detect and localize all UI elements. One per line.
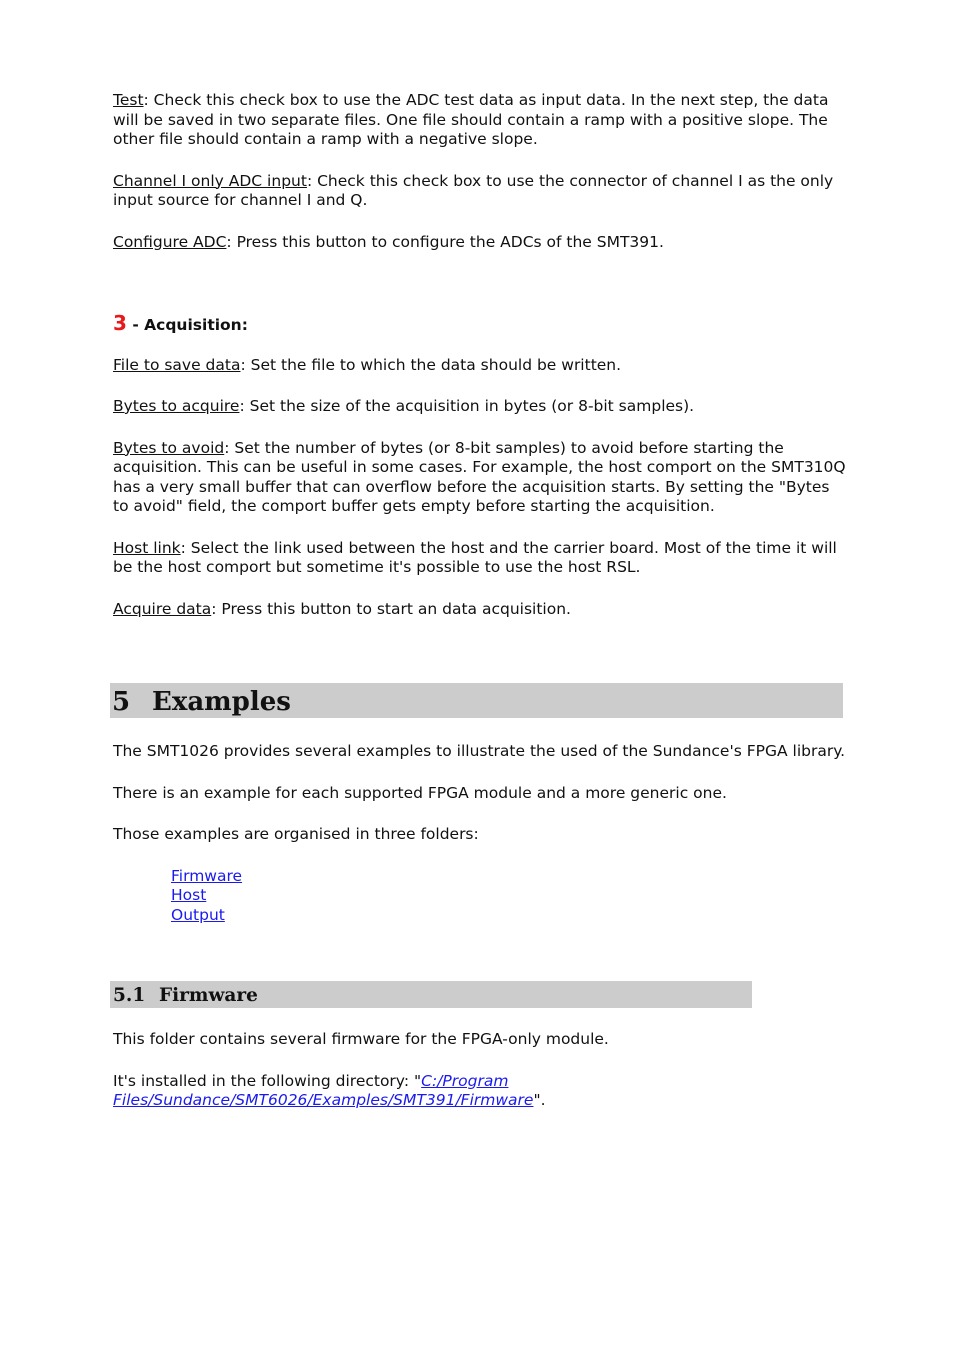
test-term: Test (113, 91, 144, 109)
folder-link-output[interactable]: Output (171, 905, 225, 924)
acquisition-heading (113, 311, 848, 336)
bytes-acquire-text: : Set the size of the acquisition in bytes (or 8-bit samples). (239, 397, 695, 415)
acquisition-step-number: 3 (113, 311, 127, 335)
install-prefix: It's installed in the following directory: " (113, 1071, 422, 1090)
host-link-term: Host link (113, 538, 181, 557)
list-item (171, 886, 848, 906)
firmware-title: Firmware (159, 985, 258, 1006)
folder-link-host[interactable]: Host (171, 886, 207, 904)
list-item (171, 906, 848, 926)
configure-text: : Press this button to configure the ADCs of the SMT391. (226, 232, 664, 251)
list-item (171, 867, 848, 887)
acquire-term: Acquire data (113, 599, 212, 618)
firmware-desc: This folder contains several firmware for the FPGA-only module. (113, 1030, 609, 1048)
folder-list (171, 867, 848, 926)
firmware-heading (110, 981, 752, 1008)
configure-paragraph (113, 233, 848, 253)
firmware-number: 5.1 (113, 985, 146, 1006)
acquire-text: : Press this button to start an data acquisition. (211, 599, 571, 618)
examples-intro: The SMT1026 provides several examples to illustrate the used of the Sundance's FPGA library. (113, 742, 846, 760)
test-paragraph (113, 91, 848, 150)
install-path-link[interactable]: C:/Program Files/Sundance/SMT6026/Examples/SMT391/Firmware (113, 1071, 534, 1109)
channel-term: Channel I only ADC input (113, 171, 307, 190)
bytes-avoid-term: Bytes to avoid (113, 438, 225, 457)
examples-folders-intro: Those examples are organised in three folders: (113, 825, 479, 843)
folder-link-firmware[interactable]: Firmware (171, 866, 243, 885)
firmware-install-paragraph (113, 1072, 848, 1111)
host-link-paragraph (113, 539, 848, 578)
configure-term: Configure ADC (113, 232, 227, 251)
acquisition-title: - Acquisition: (126, 316, 248, 334)
file-paragraph (113, 356, 848, 376)
host-link-text: : Select the link used between the host and the carrier board. Most of the time it will be the host comport but sometime it's possible to use the host RSL. (113, 538, 837, 576)
examples-per-module: There is an example for each supported FPGA module and a more generic one. (113, 783, 727, 802)
channel-paragraph (113, 172, 848, 211)
acquire-paragraph (113, 600, 848, 620)
channel-text: : Check this check box to use the connector of channel I as the only input source for channel I and Q. (113, 171, 834, 209)
install-suffix: ". (533, 1091, 546, 1109)
bytes-avoid-text: : Set the number of bytes (or 8-bit samples) to avoid before starting the acquisition. This can be useful in some cases. For example, the host comport on the SMT310Q has a very small buffer that can overflow before the acquisition starts. By setting the "Bytes to avoid" field, the comport buffer gets empty before starting the acquisition. (113, 438, 846, 515)
examples-title: Examples (152, 687, 291, 717)
examples-number: 5 (112, 687, 131, 717)
file-text: : Set the file to which the data should be written. (240, 355, 622, 374)
file-term: File to save data (113, 355, 241, 374)
test-text: : Check this check box to use the ADC test data as input data. In the next step, the data will be saved in two separate files. One file should contain a ramp with a positive slope. The other file should contain a ramp with a negative slope. (113, 91, 829, 148)
bytes-acquire-paragraph (113, 397, 848, 417)
bytes-avoid-paragraph (113, 439, 848, 517)
document-page (113, 91, 848, 1133)
examples-heading (110, 683, 843, 718)
bytes-acquire-term: Bytes to acquire (113, 397, 240, 415)
